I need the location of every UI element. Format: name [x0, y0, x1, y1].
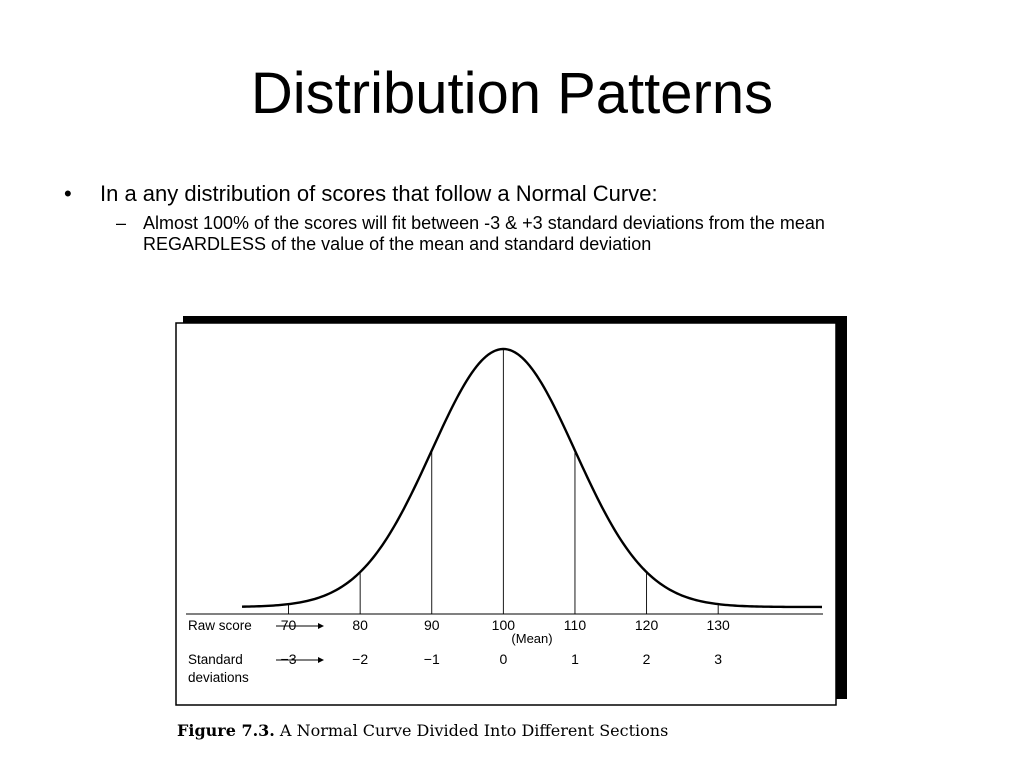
raw-score-label: Raw score	[188, 618, 252, 633]
figure-panel	[176, 323, 836, 705]
sd-tick-label: −2	[352, 651, 369, 667]
sd-tick-label: −1	[423, 651, 440, 667]
figure-caption	[177, 720, 668, 742]
bullet-marker: •	[64, 181, 72, 206]
std-dev-label-line2: deviations	[188, 670, 249, 685]
sd-tick-label: 3	[714, 651, 723, 667]
raw-score-tick-label: 70	[280, 617, 297, 633]
figure-caption-label: Figure 7.3.	[177, 721, 275, 740]
raw-score-tick-label: 110	[563, 617, 587, 633]
sub-bullet-text: Almost 100% of the scores will fit between -3 & +3 standard deviations from the mean REGARDLESS of the value of the mean and standard deviation	[143, 213, 825, 254]
sd-tick-label: 2	[642, 651, 651, 667]
raw-score-tick-label: 130	[706, 617, 730, 633]
sd-tick-label: 0	[499, 651, 508, 667]
sd-tick-label: 1	[571, 651, 579, 667]
figure-caption-text: A Normal Curve Divided Into Different Sections	[274, 721, 669, 740]
raw-score-tick-label: 100	[491, 617, 516, 633]
page-title: Distribution Patterns	[250, 61, 774, 126]
sub-bullet-marker: –	[116, 213, 127, 233]
raw-score-tick-label: 90	[423, 617, 440, 633]
raw-score-tick-label: 120	[634, 617, 659, 633]
raw-score-tick-label: 80	[352, 617, 368, 633]
sd-tick-label: −3	[280, 651, 297, 667]
mean-note: (Mean)	[511, 631, 553, 646]
std-dev-label-line1: Standard	[188, 652, 243, 667]
bullet-text: In a any distribution of scores that follow a Normal Curve:	[100, 181, 658, 206]
